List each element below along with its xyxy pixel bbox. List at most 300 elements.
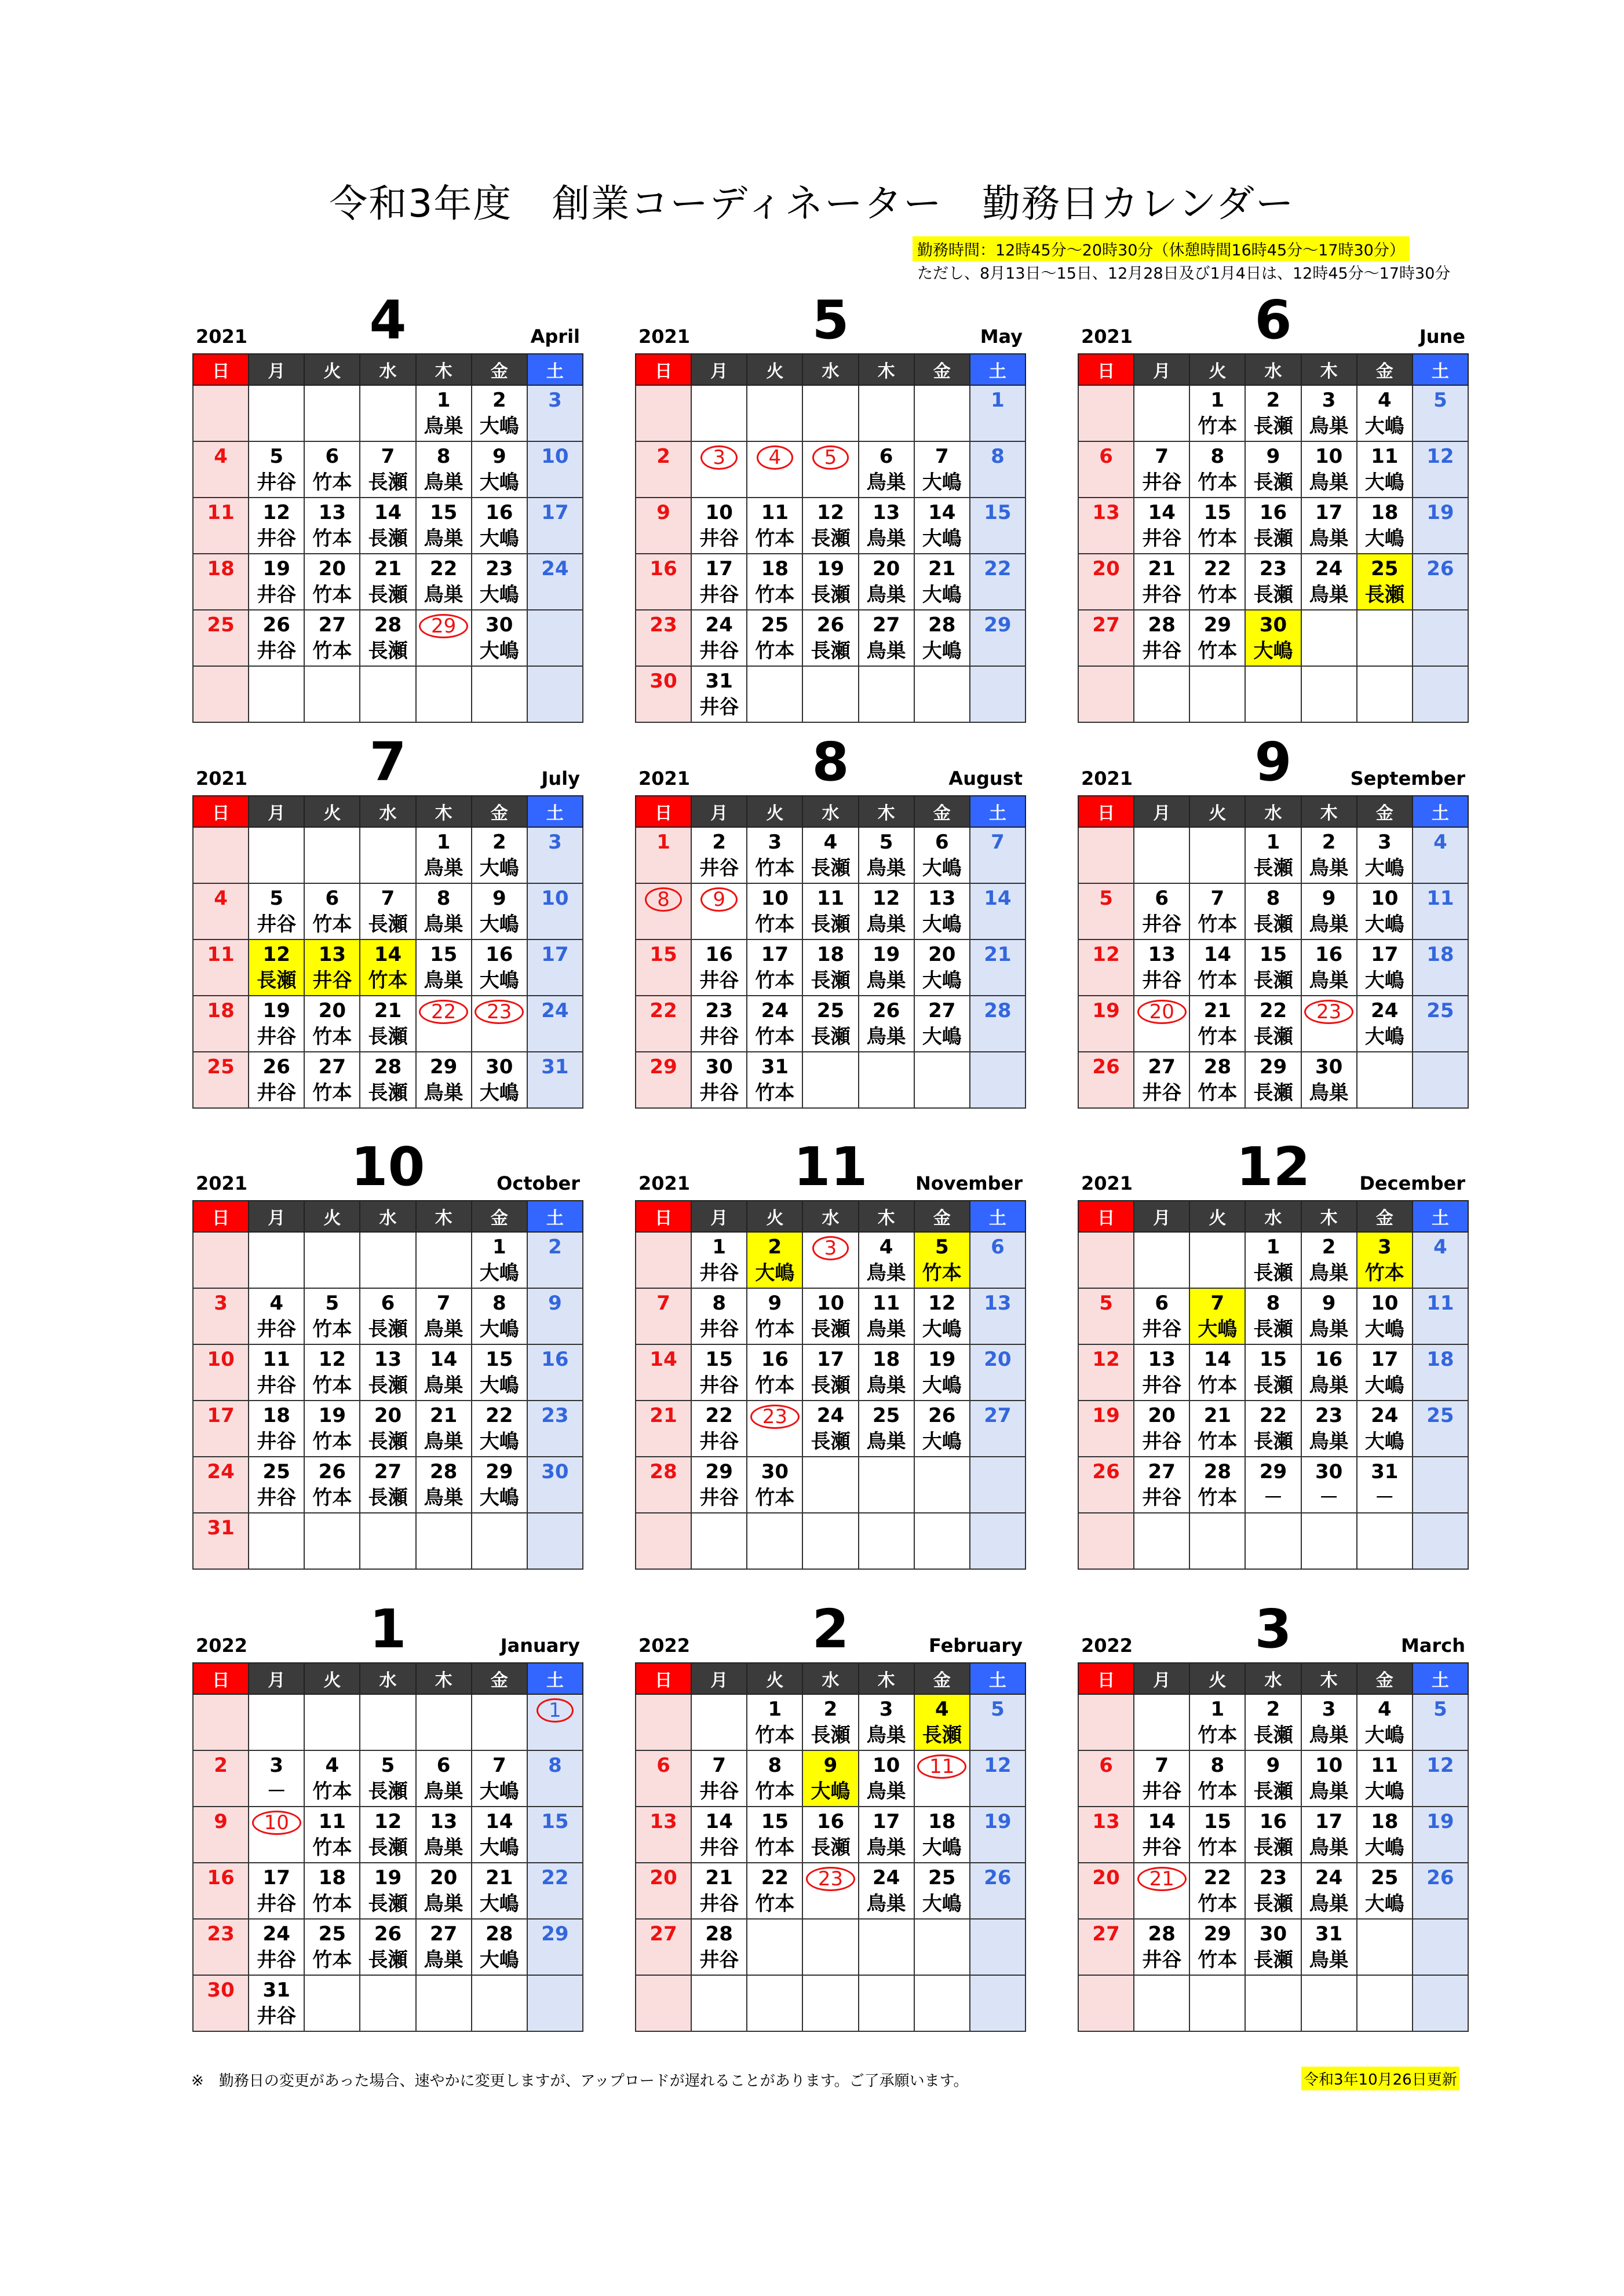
day-cell bbox=[193, 1975, 249, 2031]
month-march bbox=[1078, 1598, 1469, 2032]
day-cell bbox=[914, 1863, 970, 1919]
coordinator-name: 長瀬 bbox=[811, 857, 851, 880]
coordinator-name: 大嶋 bbox=[922, 1836, 962, 1859]
month-august bbox=[635, 731, 1026, 1109]
date-number: 26 bbox=[928, 1404, 956, 1427]
coordinator-name: 竹本 bbox=[312, 1318, 352, 1341]
week-row bbox=[1078, 996, 1468, 1052]
date-number: 16 bbox=[1259, 501, 1287, 524]
month-calendar-grid bbox=[1078, 353, 1469, 723]
date-number: 27 bbox=[1148, 1055, 1176, 1078]
day-cell bbox=[416, 441, 472, 498]
date-number: 22 bbox=[984, 557, 1012, 580]
date-number: 25 bbox=[1371, 1866, 1399, 1889]
date-number: 3 bbox=[1322, 1698, 1336, 1721]
date-number: 25 bbox=[207, 613, 235, 637]
month-header bbox=[192, 1136, 583, 1200]
date-number: 6 bbox=[991, 1235, 1005, 1259]
date-number: 16 bbox=[1315, 943, 1343, 966]
weekday-header: 土 bbox=[527, 1663, 583, 1694]
date-number: 4 bbox=[214, 445, 228, 468]
coordinator-name: 長瀬 bbox=[1253, 1081, 1293, 1105]
day-cell bbox=[1078, 498, 1134, 554]
day-cell bbox=[1357, 1750, 1413, 1807]
date-number: 15 bbox=[486, 1348, 513, 1371]
date-number: 23 bbox=[649, 613, 677, 637]
week-row bbox=[1078, 939, 1468, 996]
weekday-header: 日 bbox=[193, 1663, 249, 1694]
day-cell bbox=[527, 1344, 583, 1401]
week-row bbox=[636, 1052, 1026, 1108]
date-number: 6 bbox=[935, 831, 949, 854]
day-cell bbox=[1078, 610, 1134, 666]
day-cell bbox=[304, 1401, 360, 1457]
coordinator-name: 鳥巣 bbox=[866, 969, 906, 992]
week-row bbox=[1078, 1232, 1468, 1288]
date-number: 7 bbox=[492, 1754, 506, 1777]
day-cell bbox=[472, 996, 527, 1052]
month-header bbox=[192, 289, 583, 353]
coordinator-name: 竹本 bbox=[922, 1262, 962, 1285]
weekday-header: 水 bbox=[360, 796, 415, 827]
empty-day-cell bbox=[1301, 610, 1357, 666]
day-cell bbox=[527, 1457, 583, 1513]
empty-day-cell bbox=[360, 385, 415, 441]
date-number: 13 bbox=[429, 1810, 458, 1833]
coordinator-name: 大嶋 bbox=[922, 1374, 962, 1397]
coordinator-name: 井谷 bbox=[1142, 969, 1182, 992]
date-number: 23 bbox=[1259, 1866, 1287, 1889]
date-number: 30 bbox=[486, 1055, 513, 1078]
date-number: 13 bbox=[1148, 943, 1176, 966]
month-english-name: August bbox=[948, 767, 1023, 789]
coordinator-name: 井谷 bbox=[699, 1486, 739, 1509]
day-cell bbox=[360, 441, 415, 498]
date-number: 1 bbox=[991, 389, 1005, 412]
coordinator-name: 鳥巣 bbox=[424, 969, 464, 992]
day-cell bbox=[802, 498, 858, 554]
holiday-date: 4 bbox=[757, 445, 794, 470]
day-cell bbox=[1134, 1401, 1189, 1457]
day-cell bbox=[1301, 1052, 1357, 1108]
date-number: 18 bbox=[761, 557, 789, 580]
coordinator-name: 長瀬 bbox=[811, 1374, 851, 1397]
date-number: 5 bbox=[1099, 887, 1113, 910]
week-row bbox=[636, 1401, 1026, 1457]
date-number: 12 bbox=[928, 1292, 956, 1315]
coordinator-name: 鳥巣 bbox=[866, 1318, 906, 1341]
date-number: 21 bbox=[374, 999, 402, 1022]
weekday-header: 土 bbox=[970, 1201, 1026, 1232]
coordinator-name: 竹本 bbox=[755, 1892, 795, 1915]
date-number: 4 bbox=[1377, 389, 1392, 412]
date-number: 29 bbox=[1203, 613, 1232, 637]
day-cell bbox=[747, 827, 802, 883]
month-year: 2022 bbox=[1081, 1635, 1133, 1657]
empty-day-cell bbox=[416, 1694, 472, 1750]
day-cell bbox=[472, 1232, 527, 1288]
coordinator-name: 大嶋 bbox=[479, 1081, 519, 1105]
day-cell bbox=[249, 1401, 304, 1457]
empty-day-cell bbox=[1078, 385, 1134, 441]
day-cell bbox=[360, 1401, 415, 1457]
date-number: 5 bbox=[991, 1698, 1005, 1721]
coordinator-name: 井谷 bbox=[257, 639, 297, 663]
weekday-header: 金 bbox=[914, 1663, 970, 1694]
coordinator-name: － bbox=[1319, 1486, 1339, 1509]
day-cell bbox=[636, 441, 691, 498]
coordinator-name: 大嶋 bbox=[1364, 857, 1404, 880]
date-number: 9 bbox=[214, 1810, 228, 1833]
coordinator-name: 鳥巣 bbox=[866, 1892, 906, 1915]
day-cell bbox=[472, 610, 527, 666]
empty-day-cell bbox=[360, 666, 415, 722]
empty-day-cell bbox=[249, 1232, 304, 1288]
day-cell bbox=[1078, 996, 1134, 1052]
date-number: 20 bbox=[318, 557, 346, 580]
day-cell bbox=[1245, 1288, 1301, 1344]
day-cell bbox=[691, 1232, 747, 1288]
day-cell bbox=[360, 1750, 415, 1807]
coordinator-name: 大嶋 bbox=[479, 1780, 519, 1803]
weekday-header: 火 bbox=[1189, 1663, 1245, 1694]
date-number: 15 bbox=[429, 943, 458, 966]
day-cell bbox=[859, 1288, 914, 1344]
day-cell bbox=[1301, 1750, 1357, 1807]
day-cell bbox=[416, 1863, 472, 1919]
coordinator-name: 鳥巣 bbox=[1309, 1780, 1349, 1803]
day-cell bbox=[1301, 1807, 1357, 1863]
date-number: 18 bbox=[1371, 1810, 1399, 1833]
day-cell bbox=[1301, 1919, 1357, 1975]
date-number: 22 bbox=[705, 1404, 733, 1427]
coordinator-name: 井谷 bbox=[699, 969, 739, 992]
month-english-name: April bbox=[530, 326, 580, 348]
coordinator-name: 大嶋 bbox=[479, 471, 519, 494]
weekday-header: 木 bbox=[416, 796, 472, 827]
coordinator-name: 井谷 bbox=[699, 1780, 739, 1803]
day-cell bbox=[1078, 1457, 1134, 1513]
coordinator-name: 竹本 bbox=[312, 1780, 352, 1803]
date-number: 4 bbox=[214, 887, 228, 910]
month-november bbox=[635, 1136, 1026, 1570]
day-cell bbox=[691, 498, 747, 554]
date-number: 17 bbox=[1371, 943, 1399, 966]
coordinator-name: 鳥巣 bbox=[424, 1374, 464, 1397]
date-number: 31 bbox=[207, 1516, 235, 1540]
date-number: 6 bbox=[1155, 887, 1169, 910]
date-number: 14 bbox=[374, 501, 402, 524]
coordinator-name: 井谷 bbox=[699, 583, 739, 606]
day-cell bbox=[970, 1232, 1026, 1288]
coordinator-name: 鳥巣 bbox=[866, 857, 906, 880]
date-number: 13 bbox=[318, 501, 346, 524]
weekday-header: 月 bbox=[691, 354, 747, 385]
date-number: 24 bbox=[1371, 999, 1399, 1022]
date-number: 6 bbox=[656, 1754, 670, 1777]
day-cell bbox=[249, 883, 304, 939]
month-header bbox=[192, 1598, 583, 1662]
date-number: 31 bbox=[541, 1055, 569, 1078]
month-header bbox=[1078, 731, 1469, 795]
date-number: 8 bbox=[436, 887, 451, 910]
day-cell bbox=[472, 1401, 527, 1457]
coordinator-name: － bbox=[267, 1780, 287, 1803]
day-cell bbox=[691, 610, 747, 666]
coordinator-name: 井谷 bbox=[257, 1025, 297, 1048]
date-number: 3 bbox=[548, 389, 562, 412]
empty-day-cell bbox=[193, 827, 249, 883]
date-number: 28 bbox=[705, 1922, 733, 1946]
empty-day-cell bbox=[1413, 1919, 1468, 1975]
weekday-header: 水 bbox=[802, 354, 858, 385]
coordinator-name: 井谷 bbox=[699, 1318, 739, 1341]
day-cell bbox=[472, 1457, 527, 1513]
weekday-header: 日 bbox=[1078, 796, 1134, 827]
day-cell bbox=[636, 996, 691, 1052]
date-number: 10 bbox=[541, 445, 569, 468]
day-cell bbox=[970, 996, 1026, 1052]
date-number: 14 bbox=[1203, 943, 1232, 966]
empty-day-cell bbox=[527, 1975, 583, 2031]
day-cell bbox=[416, 939, 472, 996]
date-number: 24 bbox=[761, 999, 789, 1022]
day-cell bbox=[747, 1750, 802, 1807]
holiday-date: 23 bbox=[750, 1405, 800, 1429]
coordinator-name: 大嶋 bbox=[479, 1430, 519, 1453]
date-number: 23 bbox=[541, 1404, 569, 1427]
coordinator-name: 大嶋 bbox=[479, 583, 519, 606]
empty-day-cell bbox=[691, 1975, 747, 2031]
holiday-date: 10 bbox=[252, 1811, 301, 1835]
day-cell bbox=[970, 827, 1026, 883]
date-number: 28 bbox=[1148, 613, 1176, 637]
week-row bbox=[193, 1344, 583, 1401]
weekday-header: 土 bbox=[1413, 1201, 1468, 1232]
day-cell bbox=[970, 1863, 1026, 1919]
coordinator-name: 大嶋 bbox=[922, 583, 962, 606]
date-number: 28 bbox=[1148, 1922, 1176, 1946]
date-number: 28 bbox=[1203, 1055, 1232, 1078]
day-cell bbox=[1134, 1288, 1189, 1344]
coordinator-name: 大嶋 bbox=[922, 1025, 962, 1048]
date-number: 24 bbox=[207, 1460, 235, 1483]
empty-day-cell bbox=[970, 1975, 1026, 2031]
day-cell bbox=[193, 1052, 249, 1108]
empty-day-cell bbox=[636, 1232, 691, 1288]
day-cell bbox=[472, 441, 527, 498]
coordinator-name: 鳥巣 bbox=[424, 1430, 464, 1453]
day-cell bbox=[249, 1807, 304, 1863]
date-number: 22 bbox=[649, 999, 677, 1022]
coordinator-name: 井谷 bbox=[699, 857, 739, 880]
coordinator-name: 竹本 bbox=[312, 1892, 352, 1915]
date-number: 25 bbox=[1426, 999, 1454, 1022]
weekday-header: 水 bbox=[1245, 1663, 1301, 1694]
coordinator-name: 鳥巣 bbox=[866, 639, 906, 663]
week-row bbox=[1078, 1919, 1468, 1975]
date-number: 31 bbox=[1371, 1460, 1399, 1483]
date-number: 14 bbox=[1203, 1348, 1232, 1371]
week-row bbox=[1078, 1750, 1468, 1807]
coordinator-name: 長瀬 bbox=[368, 1892, 408, 1915]
week-row bbox=[1078, 1694, 1468, 1750]
coordinator-name: 長瀬 bbox=[1253, 1836, 1293, 1859]
day-cell bbox=[1301, 554, 1357, 610]
day-cell bbox=[304, 1288, 360, 1344]
day-cell bbox=[802, 1750, 858, 1807]
day-cell bbox=[304, 1457, 360, 1513]
month-calendar-grid bbox=[635, 795, 1026, 1109]
day-cell bbox=[1134, 498, 1189, 554]
day-cell bbox=[416, 554, 472, 610]
coordinator-name: 井谷 bbox=[699, 696, 739, 719]
empty-day-cell bbox=[1357, 1975, 1413, 2031]
date-number: 16 bbox=[486, 943, 513, 966]
date-number: 22 bbox=[486, 1404, 513, 1427]
day-cell bbox=[970, 1694, 1026, 1750]
date-number: 21 bbox=[1203, 1404, 1232, 1427]
date-number: 26 bbox=[262, 613, 290, 637]
date-number: 10 bbox=[1315, 1754, 1343, 1777]
date-number: 21 bbox=[1203, 999, 1232, 1022]
day-cell bbox=[691, 1807, 747, 1863]
date-number: 20 bbox=[984, 1348, 1012, 1371]
day-cell bbox=[416, 1344, 472, 1401]
day-cell bbox=[249, 1457, 304, 1513]
date-number: 27 bbox=[928, 999, 956, 1022]
date-number: 6 bbox=[1099, 445, 1113, 468]
weekday-header-row bbox=[1078, 796, 1468, 827]
day-cell bbox=[249, 939, 304, 996]
date-number: 9 bbox=[656, 501, 670, 524]
weekday-header: 日 bbox=[193, 354, 249, 385]
date-number: 15 bbox=[1259, 943, 1287, 966]
date-number: 9 bbox=[1266, 1754, 1280, 1777]
day-cell bbox=[1189, 1694, 1245, 1750]
day-cell bbox=[1413, 1288, 1468, 1344]
empty-day-cell bbox=[1078, 1513, 1134, 1569]
coordinator-name: 井谷 bbox=[257, 1486, 297, 1509]
month-calendar-grid bbox=[635, 1200, 1026, 1570]
week-row bbox=[636, 610, 1026, 666]
empty-day-cell bbox=[304, 1694, 360, 1750]
date-number: 24 bbox=[1315, 1866, 1343, 1889]
day-cell bbox=[636, 554, 691, 610]
date-number: 9 bbox=[1266, 445, 1280, 468]
day-cell bbox=[527, 1694, 583, 1750]
month-number: 11 bbox=[793, 1136, 868, 1198]
coordinator-name: 竹本 bbox=[1198, 1081, 1238, 1105]
week-row bbox=[1078, 554, 1468, 610]
weekday-header: 日 bbox=[1078, 1201, 1134, 1232]
date-number: 7 bbox=[712, 1754, 727, 1777]
empty-day-cell bbox=[914, 385, 970, 441]
weekday-header: 木 bbox=[859, 354, 914, 385]
date-number: 20 bbox=[429, 1866, 458, 1889]
month-december bbox=[1078, 1136, 1469, 1570]
date-number: 1 bbox=[1266, 1235, 1280, 1259]
day-cell bbox=[1301, 1694, 1357, 1750]
coordinator-name: 井谷 bbox=[699, 1430, 739, 1453]
date-number: 7 bbox=[656, 1292, 670, 1315]
coordinator-name: 竹本 bbox=[1198, 1374, 1238, 1397]
date-number: 1 bbox=[1210, 1698, 1225, 1721]
date-number: 7 bbox=[1210, 1292, 1225, 1315]
day-cell bbox=[193, 554, 249, 610]
week-row bbox=[193, 1288, 583, 1344]
coordinator-name: 竹本 bbox=[1198, 1780, 1238, 1803]
coordinator-name: 鳥巣 bbox=[424, 1780, 464, 1803]
day-cell bbox=[1245, 827, 1301, 883]
empty-day-cell bbox=[360, 827, 415, 883]
weekday-header: 火 bbox=[747, 1201, 802, 1232]
date-number: 6 bbox=[1099, 1754, 1113, 1777]
date-number: 18 bbox=[872, 1348, 900, 1371]
date-number: 4 bbox=[1433, 1235, 1447, 1259]
day-cell bbox=[914, 1750, 970, 1807]
empty-day-cell bbox=[1189, 666, 1245, 722]
week-row bbox=[636, 554, 1026, 610]
date-number: 6 bbox=[879, 445, 893, 468]
day-cell bbox=[636, 1750, 691, 1807]
day-cell bbox=[527, 554, 583, 610]
coordinator-name: 長瀬 bbox=[1253, 1318, 1293, 1341]
weekday-header-row bbox=[1078, 1201, 1468, 1232]
date-number: 7 bbox=[1155, 1754, 1169, 1777]
coordinator-name: 鳥巣 bbox=[1309, 1262, 1349, 1285]
weekday-header-row bbox=[193, 1201, 583, 1232]
day-cell bbox=[636, 827, 691, 883]
date-number: 4 bbox=[879, 1235, 893, 1259]
day-cell bbox=[802, 610, 858, 666]
day-cell bbox=[859, 1232, 914, 1288]
month-number: 6 bbox=[1254, 289, 1292, 351]
empty-day-cell bbox=[691, 1513, 747, 1569]
empty-day-cell bbox=[970, 1052, 1026, 1108]
date-number: 30 bbox=[1259, 1922, 1287, 1946]
weekday-header: 月 bbox=[249, 354, 304, 385]
coordinator-name: 長瀬 bbox=[1253, 969, 1293, 992]
empty-day-cell bbox=[1078, 1975, 1134, 2031]
day-cell bbox=[914, 1807, 970, 1863]
date-number: 10 bbox=[705, 501, 733, 524]
coordinator-name: 大嶋 bbox=[1364, 1892, 1404, 1915]
date-number: 27 bbox=[649, 1922, 677, 1946]
day-cell bbox=[193, 1457, 249, 1513]
coordinator-name: 大嶋 bbox=[922, 1430, 962, 1453]
coordinator-name: 長瀬 bbox=[1253, 913, 1293, 936]
weekday-header: 土 bbox=[970, 354, 1026, 385]
date-number: 25 bbox=[816, 999, 845, 1022]
coordinator-name: 鳥巣 bbox=[866, 1374, 906, 1397]
date-number: 18 bbox=[207, 557, 235, 580]
coordinator-name: 井谷 bbox=[699, 1262, 739, 1285]
day-cell bbox=[249, 1288, 304, 1344]
date-number: 11 bbox=[207, 501, 235, 524]
day-cell bbox=[193, 1344, 249, 1401]
day-cell bbox=[1301, 883, 1357, 939]
coordinator-name: 長瀬 bbox=[368, 913, 408, 936]
coordinator-name: 井谷 bbox=[699, 1836, 739, 1859]
holiday-date: 3 bbox=[812, 1236, 849, 1260]
empty-day-cell bbox=[527, 1513, 583, 1569]
coordinator-name: 竹本 bbox=[312, 471, 352, 494]
date-number: 6 bbox=[1155, 1292, 1169, 1315]
day-cell bbox=[360, 554, 415, 610]
date-number: 18 bbox=[1371, 501, 1399, 524]
empty-day-cell bbox=[802, 1975, 858, 2031]
